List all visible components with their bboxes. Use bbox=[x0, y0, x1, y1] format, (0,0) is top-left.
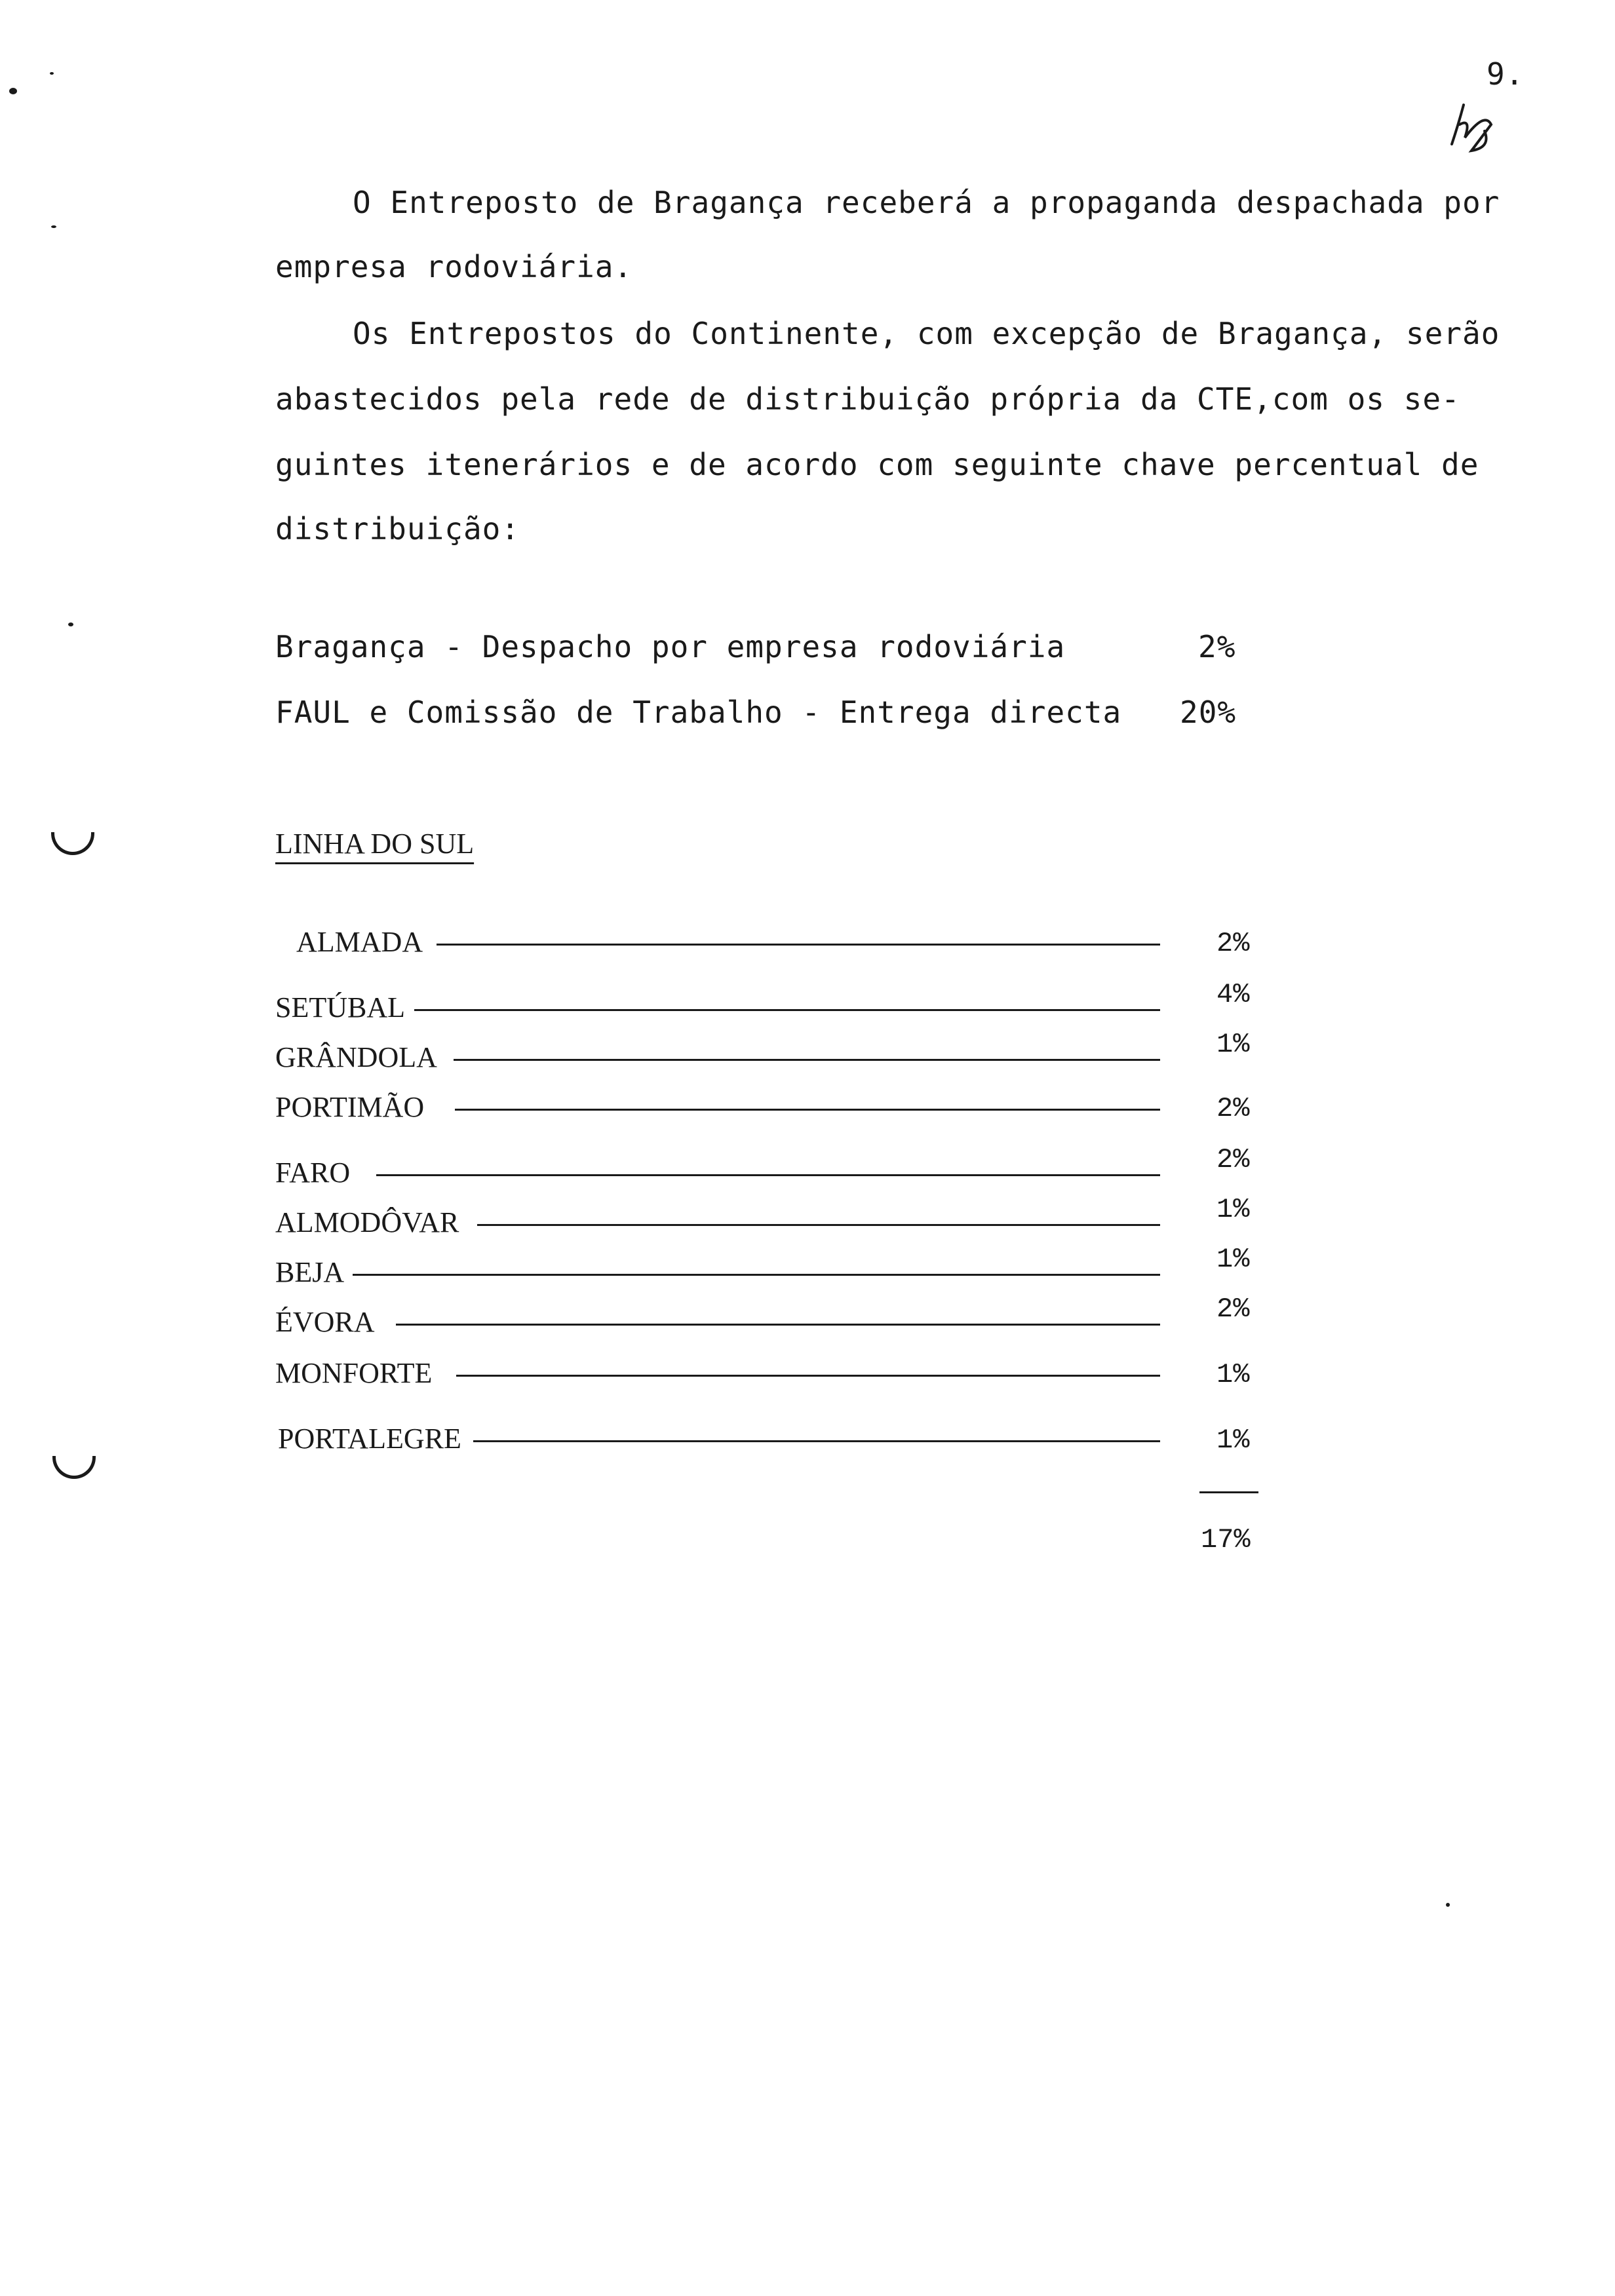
leader-line bbox=[477, 1224, 1160, 1226]
paragraph-2-line-3: guintes itenerários e de acordo com seguinte chave percentual de bbox=[275, 447, 1479, 482]
route-place: PORTALEGRE bbox=[278, 1423, 461, 1455]
leader-line bbox=[396, 1324, 1160, 1326]
route-place: FARO bbox=[275, 1157, 351, 1189]
leader-line bbox=[473, 1440, 1160, 1442]
page-number: 9. bbox=[1487, 56, 1525, 92]
route-place: GRÂNDOLA bbox=[275, 1041, 437, 1073]
route-place: MONFORTE bbox=[275, 1357, 433, 1389]
leader-line bbox=[414, 1009, 1160, 1011]
paragraph-1-line-2: empresa rodoviária. bbox=[275, 249, 633, 284]
route-pct: 1% bbox=[1216, 1194, 1250, 1225]
route-place: ALMODÔVAR bbox=[275, 1206, 459, 1238]
scan-speck bbox=[51, 225, 56, 228]
route-pct: 2% bbox=[1216, 1293, 1250, 1325]
handwritten-initials bbox=[1445, 98, 1504, 157]
route-pct: 2% bbox=[1216, 1093, 1250, 1124]
leader-line bbox=[376, 1174, 1160, 1176]
punch-hole-mark bbox=[52, 1456, 96, 1479]
route-place: BEJA bbox=[275, 1256, 345, 1288]
leader-line bbox=[353, 1274, 1160, 1276]
leader-line bbox=[456, 1375, 1160, 1377]
direct-item-text: FAUL e Comissão de Trabalho - Entrega directa bbox=[275, 695, 1122, 730]
scan-speck bbox=[68, 622, 73, 626]
route-pct: 1% bbox=[1216, 1029, 1250, 1060]
route-place: PORTIMÃO bbox=[275, 1091, 425, 1123]
scan-speck bbox=[1446, 1903, 1450, 1907]
scan-speck bbox=[9, 88, 17, 94]
leader-line bbox=[437, 944, 1160, 946]
route-pct: 4% bbox=[1216, 979, 1250, 1010]
paragraph-1-line-1: O Entreposto de Bragança receberá a propaganda despachada por bbox=[353, 185, 1500, 220]
scan-speck bbox=[50, 72, 54, 75]
direct-item-text: Bragança - Despacho por empresa rodoviária bbox=[275, 629, 1066, 664]
total-pct: 17% bbox=[1201, 1524, 1251, 1556]
route-pct: 2% bbox=[1216, 1144, 1250, 1176]
paragraph-2-line-4: distribuição: bbox=[275, 511, 520, 546]
route-pct: 1% bbox=[1216, 1359, 1250, 1390]
total-rule bbox=[1199, 1491, 1258, 1493]
direct-item-pct: 20% bbox=[1180, 695, 1237, 730]
leader-line bbox=[454, 1059, 1160, 1061]
punch-hole-mark bbox=[51, 832, 94, 855]
direct-item-pct: 2% bbox=[1198, 629, 1236, 664]
leader-line bbox=[455, 1109, 1160, 1111]
route-place: ALMADA bbox=[296, 926, 423, 958]
route-place: ÉVORA bbox=[275, 1306, 375, 1338]
route-pct: 2% bbox=[1216, 928, 1250, 959]
route-pct: 1% bbox=[1216, 1425, 1250, 1456]
section-heading: LINHA DO SUL bbox=[275, 828, 475, 860]
route-place: SETÚBAL bbox=[275, 991, 405, 1024]
paragraph-2-line-1: Os Entrepostos do Continente, com excepção de Bragança, serão bbox=[353, 316, 1500, 351]
route-pct: 1% bbox=[1216, 1244, 1250, 1275]
paragraph-2-line-2: abastecidos pela rede de distribuição própria da CTE,com os se- bbox=[275, 381, 1460, 417]
